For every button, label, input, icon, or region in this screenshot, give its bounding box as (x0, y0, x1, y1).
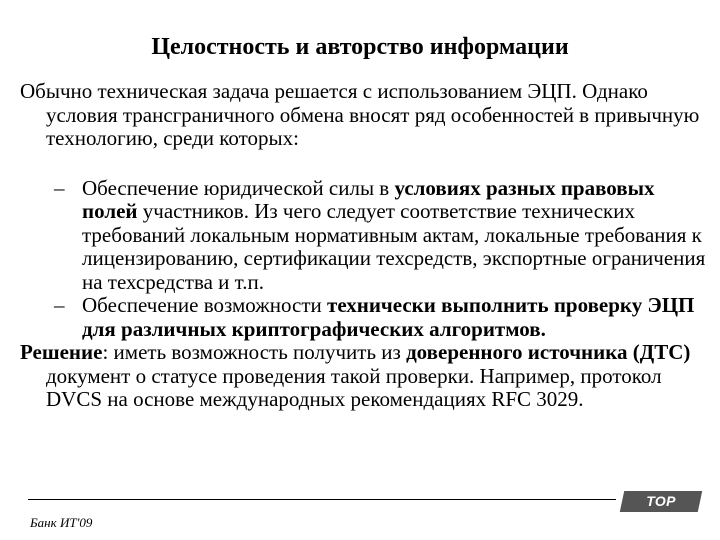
solution-text: : иметь возможность получить из (102, 340, 407, 364)
footer-caption: Банк ИТ'09 (30, 515, 93, 530)
bullet-text: Обеспечение возможности (82, 293, 327, 317)
solution-paragraph (20, 341, 710, 412)
bullet-emphasis: технически выполнить проверку ЭЦП для различных криптографических алгоритмов. (82, 293, 695, 341)
solution-text: документ о статусе проведения такой проверки. Например, протокол DVCS на основе международных рекомендациях RFC 3029. (46, 363, 662, 411)
solution-emphasis: доверенного источника (ДТС) (406, 340, 691, 364)
bullet-item-verification (20, 294, 710, 341)
dash-marker: – (54, 293, 65, 317)
solution-label: Решение (20, 340, 103, 364)
bullet-emphasis: условиях разных правовых полей (82, 175, 655, 223)
logo-text: TOP CROSS (635, 493, 687, 526)
footer-divider (28, 499, 616, 500)
slide-content (20, 80, 710, 412)
intro-paragraph: Обычно техническая задача решается с использованием ЭЦП. Однако условия трансграничного обмена вносят ряд особенностей в привычную технологию, среди которых: (20, 79, 700, 150)
dash-marker: – (54, 175, 65, 200)
bullet-text: участников. Из чего следует соответствие технических требований локальным нормативным актам, локальные требования к лицензированию, сертификации техсредств, экспортные ограничения на техсредства и т.п. (82, 199, 706, 294)
bullet-text: Обеспечение юридической силы в (82, 175, 395, 200)
bullet-item-legal (20, 177, 710, 295)
slide-title: Целостность и авторство информации (151, 34, 569, 60)
bullet-list (20, 177, 710, 342)
